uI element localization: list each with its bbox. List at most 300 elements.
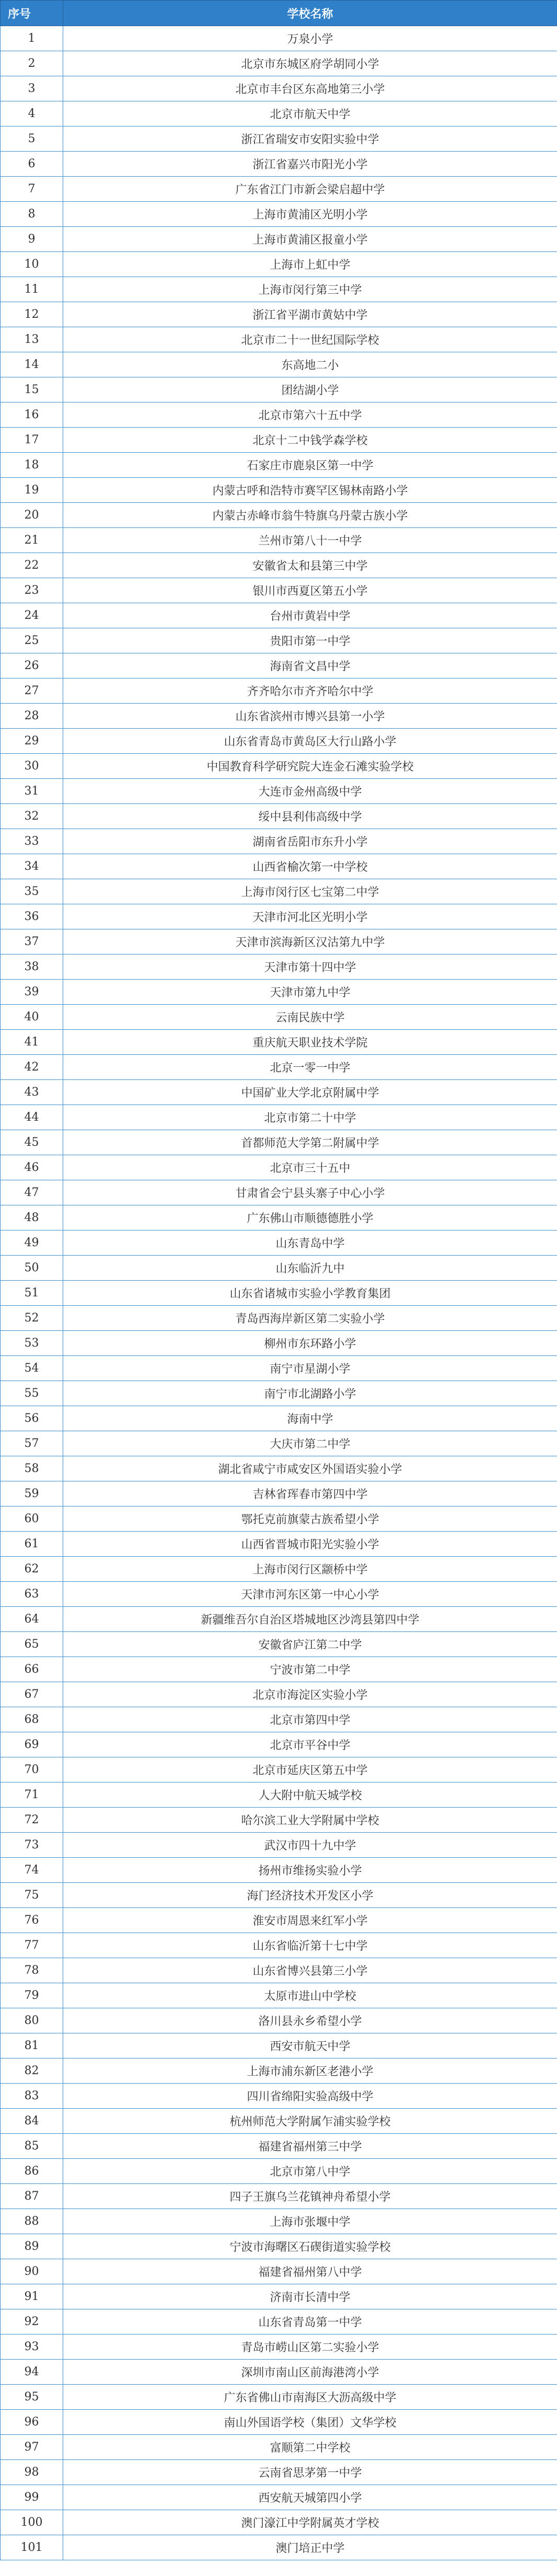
school-name-cell: 中国矿业大学北京附属中学	[63, 1080, 557, 1105]
table-row	[1, 352, 557, 377]
school-name-cell: 南宁市北湖路小学	[63, 1381, 557, 1406]
school-name-cell: 浙江省平湖市黄姑中学	[63, 302, 557, 327]
school-name-cell: 团结湖小学	[63, 377, 557, 402]
row-index-cell: 7	[1, 177, 63, 202]
table-row	[1, 26, 557, 51]
school-name-cell: 大庆市第二中学	[63, 1431, 557, 1456]
school-name-cell: 南山外国语学校（集团）文华学校	[63, 2410, 557, 2435]
table-row	[1, 704, 557, 729]
school-name-cell: 中国教育科学研究院大连金石滩实验学校	[63, 754, 557, 779]
school-name-cell: 北京市丰台区东高地第三小学	[63, 76, 557, 101]
table-row	[1, 1481, 557, 1506]
school-name-cell: 东高地二小	[63, 352, 557, 377]
school-name-cell: 扬州市维扬实验小学	[63, 1858, 557, 1883]
table-row	[1, 428, 557, 453]
row-index-cell: 70	[1, 1757, 63, 1782]
row-index-cell: 1	[1, 26, 63, 51]
school-name-cell: 天津市河东区第一中心小学	[63, 1582, 557, 1607]
table-row	[1, 2134, 557, 2159]
row-index-cell: 34	[1, 854, 63, 879]
school-name-cell: 安徽省庐江第二中学	[63, 1632, 557, 1657]
row-index-cell: 37	[1, 929, 63, 954]
row-index-cell: 80	[1, 2008, 63, 2033]
school-name-cell: 四川省绵阳实验高级中学	[63, 2084, 557, 2109]
table-row	[1, 1105, 557, 1130]
table-row	[1, 653, 557, 678]
school-name-cell: 万泉小学	[63, 26, 557, 51]
row-index-cell: 78	[1, 1958, 63, 1983]
row-index-cell: 27	[1, 678, 63, 704]
row-index-cell: 16	[1, 402, 63, 428]
row-index-cell: 101	[1, 2535, 63, 2560]
row-index-cell: 50	[1, 1256, 63, 1281]
school-name-cell: 青岛市崂山区第二实验小学	[63, 2334, 557, 2360]
row-index-cell: 22	[1, 553, 63, 578]
school-name-cell: 天津市河北区光明小学	[63, 904, 557, 929]
row-index-cell: 15	[1, 377, 63, 402]
table-row	[1, 779, 557, 804]
school-name-cell: 天津市第九中学	[63, 980, 557, 1005]
school-name-cell: 北京市航天中学	[63, 101, 557, 126]
table-row	[1, 528, 557, 553]
table-row	[1, 453, 557, 478]
school-name-cell: 广东省佛山市南海区大沥高级中学	[63, 2385, 557, 2410]
row-index-cell: 35	[1, 879, 63, 904]
table-row	[1, 603, 557, 628]
school-name-cell: 柳州市东环路小学	[63, 1331, 557, 1356]
table-row	[1, 1080, 557, 1105]
school-name-cell: 西安市航天中学	[63, 2033, 557, 2058]
table-row	[1, 177, 557, 202]
school-name-cell: 澳门培正中学	[63, 2535, 557, 2560]
school-name-cell: 浙江省嘉兴市阳光小学	[63, 152, 557, 177]
table-row	[1, 1582, 557, 1607]
row-index-cell: 64	[1, 1607, 63, 1632]
school-name-cell: 山东省诸城市实验小学教育集团	[63, 1281, 557, 1306]
row-index-cell: 93	[1, 2334, 63, 2360]
row-index-cell: 62	[1, 1557, 63, 1582]
school-name-cell: 广东省江门市新会梁启超中学	[63, 177, 557, 202]
table-row	[1, 2385, 557, 2410]
school-name-cell: 内蒙古赤峰市翁牛特旗乌丹蒙古族小学	[63, 503, 557, 528]
school-name-cell: 海门经济技术开发区小学	[63, 1883, 557, 1908]
table-row	[1, 1256, 557, 1281]
row-index-cell: 14	[1, 352, 63, 377]
school-name-cell: 贵阳市第一中学	[63, 628, 557, 653]
table-row	[1, 2008, 557, 2033]
table-row	[1, 1130, 557, 1155]
row-index-cell: 41	[1, 1030, 63, 1055]
table-row	[1, 1406, 557, 1431]
school-name-cell: 福建省福州第三中学	[63, 2134, 557, 2159]
row-index-cell: 36	[1, 904, 63, 929]
table-row	[1, 729, 557, 754]
school-name-cell: 内蒙古呼和浩特市赛罕区锡林南路小学	[63, 478, 557, 503]
school-name-cell: 云南省思茅第一中学	[63, 2460, 557, 2485]
row-index-cell: 44	[1, 1105, 63, 1130]
row-index-cell: 11	[1, 277, 63, 302]
table-row	[1, 2334, 557, 2360]
school-name-cell: 上海市闵行第三中学	[63, 277, 557, 302]
table-row	[1, 954, 557, 980]
school-name-cell: 福建省福州第八中学	[63, 2259, 557, 2284]
row-index-cell: 100	[1, 2510, 63, 2535]
row-index-cell: 72	[1, 1808, 63, 1833]
school-name-cell: 山东省滨州市博兴县第一小学	[63, 704, 557, 729]
table-row	[1, 1732, 557, 1757]
row-index-cell: 20	[1, 503, 63, 528]
school-name-cell: 山东省博兴县第三小学	[63, 1958, 557, 1983]
school-name-cell: 银川市西夏区第五小学	[63, 578, 557, 603]
table-row	[1, 1883, 557, 1908]
row-index-cell: 3	[1, 76, 63, 101]
table-row	[1, 1055, 557, 1080]
school-name-cell: 北京十二中钱学森学校	[63, 428, 557, 453]
table-row	[1, 76, 557, 101]
school-name-cell: 富顺第二中学校	[63, 2435, 557, 2460]
school-name-cell: 济南市长清中学	[63, 2284, 557, 2309]
table-row	[1, 277, 557, 302]
table-row	[1, 101, 557, 126]
table-row	[1, 377, 557, 402]
table-row	[1, 1908, 557, 1933]
table-row	[1, 2259, 557, 2284]
table-row	[1, 202, 557, 227]
row-index-cell: 74	[1, 1858, 63, 1883]
row-index-cell: 46	[1, 1155, 63, 1180]
row-index-cell: 66	[1, 1657, 63, 1682]
school-name-cell: 武汉市四十九中学	[63, 1833, 557, 1858]
school-name-cell: 上海市黄浦区光明小学	[63, 202, 557, 227]
row-index-cell: 69	[1, 1732, 63, 1757]
school-name-cell: 新疆维吾尔自治区塔城地区沙湾县第四中学	[63, 1607, 557, 1632]
table-row	[1, 1657, 557, 1682]
school-name-cell: 海南省文昌中学	[63, 653, 557, 678]
row-index-cell: 25	[1, 628, 63, 653]
school-name-cell: 兰州市第八十一中学	[63, 528, 557, 553]
school-name-cell: 吉林省珲春市第四中学	[63, 1481, 557, 1506]
row-index-cell: 39	[1, 980, 63, 1005]
table-row	[1, 327, 557, 352]
school-name-cell: 南宁市星湖小学	[63, 1356, 557, 1381]
table-row	[1, 1155, 557, 1180]
school-name-cell: 四子王旗乌兰花镇神舟希望小学	[63, 2184, 557, 2209]
table-row	[1, 1331, 557, 1356]
table-row	[1, 252, 557, 277]
table-row	[1, 1456, 557, 1481]
table-row	[1, 2084, 557, 2109]
school-name-cell: 太原市进山中学校	[63, 1983, 557, 2008]
row-index-cell: 86	[1, 2159, 63, 2184]
row-index-cell: 63	[1, 1582, 63, 1607]
row-index-cell: 92	[1, 2309, 63, 2334]
table-row	[1, 754, 557, 779]
row-index-cell: 65	[1, 1632, 63, 1657]
row-index-cell: 58	[1, 1456, 63, 1481]
school-name-cell: 山东省临沂第十七中学	[63, 1933, 557, 1958]
table-row	[1, 1782, 557, 1808]
row-index-cell: 90	[1, 2259, 63, 2284]
table-row	[1, 2209, 557, 2234]
row-index-cell: 5	[1, 126, 63, 152]
row-index-cell: 79	[1, 1983, 63, 2008]
row-index-cell: 91	[1, 2284, 63, 2309]
school-name-cell: 绥中县利伟高级中学	[63, 804, 557, 829]
row-index-cell: 59	[1, 1481, 63, 1506]
row-index-cell: 95	[1, 2385, 63, 2410]
row-index-cell: 38	[1, 954, 63, 980]
row-index-cell: 56	[1, 1406, 63, 1431]
school-name-cell: 海南中学	[63, 1406, 557, 1431]
school-name-cell: 洛川县永乡希望小学	[63, 2008, 557, 2033]
table-row	[1, 1632, 557, 1657]
row-index-cell: 53	[1, 1331, 63, 1356]
row-index-cell: 49	[1, 1230, 63, 1256]
row-index-cell: 33	[1, 829, 63, 854]
table-row	[1, 1180, 557, 1205]
table-row	[1, 1005, 557, 1030]
row-index-cell: 30	[1, 754, 63, 779]
school-name-cell: 上海市闵行区七宝第二中学	[63, 879, 557, 904]
table-body	[1, 26, 557, 2560]
table-row	[1, 2485, 557, 2510]
row-index-cell: 12	[1, 302, 63, 327]
table-row	[1, 553, 557, 578]
row-index-cell: 26	[1, 653, 63, 678]
table-row	[1, 302, 557, 327]
row-index-cell: 68	[1, 1707, 63, 1732]
row-index-cell: 61	[1, 1532, 63, 1557]
table-row	[1, 804, 557, 829]
row-index-cell: 45	[1, 1130, 63, 1155]
school-name-cell: 北京市第四中学	[63, 1707, 557, 1732]
row-index-cell: 40	[1, 1005, 63, 1030]
table-row	[1, 2184, 557, 2209]
table-row	[1, 1306, 557, 1331]
row-index-cell: 99	[1, 2485, 63, 2510]
table-row	[1, 1381, 557, 1406]
table-row	[1, 478, 557, 503]
row-index-cell: 10	[1, 252, 63, 277]
row-index-cell: 88	[1, 2209, 63, 2234]
row-index-cell: 31	[1, 779, 63, 804]
table-row	[1, 1607, 557, 1632]
table-row	[1, 2234, 557, 2259]
table-row	[1, 929, 557, 954]
table-row	[1, 2535, 557, 2560]
row-index-cell: 83	[1, 2084, 63, 2109]
row-index-cell: 97	[1, 2435, 63, 2460]
row-index-cell: 48	[1, 1205, 63, 1230]
table-row	[1, 503, 557, 528]
row-index-cell: 32	[1, 804, 63, 829]
school-name-cell: 上海市黄浦区报童小学	[63, 227, 557, 252]
table-row	[1, 1707, 557, 1732]
row-index-cell: 51	[1, 1281, 63, 1306]
school-name-cell: 北京市海淀区实验小学	[63, 1682, 557, 1707]
row-index-cell: 19	[1, 478, 63, 503]
row-index-cell: 28	[1, 704, 63, 729]
row-index-cell: 13	[1, 327, 63, 352]
row-index-cell: 42	[1, 1055, 63, 1080]
school-name-cell: 宁波市第二中学	[63, 1657, 557, 1682]
school-name-cell: 澳门濠江中学附属英才学校	[63, 2510, 557, 2535]
school-name-cell: 北京市平谷中学	[63, 1732, 557, 1757]
row-index-cell: 52	[1, 1306, 63, 1331]
table-row	[1, 2510, 557, 2535]
table-row	[1, 829, 557, 854]
school-name-cell: 北京市三十五中	[63, 1155, 557, 1180]
row-index-cell: 76	[1, 1908, 63, 1933]
row-index-cell: 55	[1, 1381, 63, 1406]
row-index-cell: 54	[1, 1356, 63, 1381]
row-index-cell: 73	[1, 1833, 63, 1858]
row-index-cell: 67	[1, 1682, 63, 1707]
table-row	[1, 1281, 557, 1306]
school-name-cell: 北京市第八中学	[63, 2159, 557, 2184]
table-row	[1, 51, 557, 76]
row-index-cell: 8	[1, 202, 63, 227]
school-name-cell: 山西省榆次第一中学校	[63, 854, 557, 879]
table-row	[1, 2309, 557, 2334]
row-index-cell: 43	[1, 1080, 63, 1105]
row-index-cell: 87	[1, 2184, 63, 2209]
table-row	[1, 2460, 557, 2485]
table-row	[1, 1958, 557, 1983]
table-row	[1, 1506, 557, 1532]
table-row	[1, 678, 557, 704]
school-name-cell: 深圳市南山区前海港湾小学	[63, 2360, 557, 2385]
table-row	[1, 152, 557, 177]
school-name-cell: 北京市第六十五中学	[63, 402, 557, 428]
table-row	[1, 1431, 557, 1456]
row-index-cell: 84	[1, 2109, 63, 2134]
row-index-cell: 4	[1, 101, 63, 126]
row-index-cell: 9	[1, 227, 63, 252]
row-index-cell: 57	[1, 1431, 63, 1456]
school-name-cell: 鄂托克前旗蒙古族希望小学	[63, 1506, 557, 1532]
school-name-cell: 人大附中航天城学校	[63, 1782, 557, 1808]
table-row	[1, 1356, 557, 1381]
school-name-cell: 天津市滨海新区汉沽第九中学	[63, 929, 557, 954]
row-index-cell: 75	[1, 1883, 63, 1908]
row-index-cell: 82	[1, 2058, 63, 2084]
school-name-cell: 上海市张堰中学	[63, 2209, 557, 2234]
school-name-cell: 西安航天城第四小学	[63, 2485, 557, 2510]
table-row	[1, 227, 557, 252]
school-name-cell: 淮安市周恩来红军小学	[63, 1908, 557, 1933]
table-row	[1, 2033, 557, 2058]
row-index-cell: 23	[1, 578, 63, 603]
table-row	[1, 126, 557, 152]
school-name-cell: 甘肃省会宁县头寨子中心小学	[63, 1180, 557, 1205]
table-row	[1, 2435, 557, 2460]
school-name-cell: 首都师范大学第二附属中学	[63, 1130, 557, 1155]
table-header-row	[1, 1, 557, 26]
school-name-cell: 哈尔滨工业大学附属中学校	[63, 1808, 557, 1833]
row-index-cell: 29	[1, 729, 63, 754]
table-row	[1, 578, 557, 603]
school-name-cell: 北京市第二十中学	[63, 1105, 557, 1130]
row-index-cell: 81	[1, 2033, 63, 2058]
column-header-index: 序号	[1, 1, 63, 26]
table-row	[1, 402, 557, 428]
school-name-cell: 北京一零一中学	[63, 1055, 557, 1080]
school-name-cell: 山东青岛中学	[63, 1230, 557, 1256]
row-index-cell: 47	[1, 1180, 63, 1205]
school-name-cell: 天津市第十四中学	[63, 954, 557, 980]
table-row	[1, 628, 557, 653]
row-index-cell: 60	[1, 1506, 63, 1532]
table-row	[1, 1757, 557, 1782]
row-index-cell: 71	[1, 1782, 63, 1808]
school-name-cell: 宁波市海曙区石碶街道实验学校	[63, 2234, 557, 2259]
school-name-cell: 山东省青岛市黄岛区大行山路小学	[63, 729, 557, 754]
school-name-cell: 山东临沂九中	[63, 1256, 557, 1281]
row-index-cell: 85	[1, 2134, 63, 2159]
school-name-cell: 上海市上虹中学	[63, 252, 557, 277]
school-name-cell: 浙江省瑞安市安阳实验中学	[63, 126, 557, 152]
table-row	[1, 1858, 557, 1883]
table-row	[1, 879, 557, 904]
row-index-cell: 2	[1, 51, 63, 76]
table-row	[1, 2410, 557, 2435]
row-index-cell: 17	[1, 428, 63, 453]
school-name-cell: 湖北省咸宁市咸安区外国语实验小学	[63, 1456, 557, 1481]
row-index-cell: 89	[1, 2234, 63, 2259]
row-index-cell: 6	[1, 152, 63, 177]
row-index-cell: 96	[1, 2410, 63, 2435]
school-name-cell: 山西省晋城市阳光实验小学	[63, 1532, 557, 1557]
row-index-cell: 94	[1, 2360, 63, 2385]
school-name-cell: 安徽省太和县第三中学	[63, 553, 557, 578]
row-index-cell: 18	[1, 453, 63, 478]
school-name-cell: 台州市黄岩中学	[63, 603, 557, 628]
school-name-cell: 北京市二十一世纪国际学校	[63, 327, 557, 352]
school-name-cell: 上海市浦东新区老港小学	[63, 2058, 557, 2084]
school-name-cell: 杭州师范大学附属乍浦实验学校	[63, 2109, 557, 2134]
table-row	[1, 1557, 557, 1582]
school-name-cell: 上海市闵行区颛桥中学	[63, 1557, 557, 1582]
school-name-cell: 北京市延庆区第五中学	[63, 1757, 557, 1782]
table-row	[1, 1933, 557, 1958]
table-row	[1, 1808, 557, 1833]
table-row	[1, 904, 557, 929]
table-row	[1, 2360, 557, 2385]
school-name-cell: 青岛西海岸新区第二实验小学	[63, 1306, 557, 1331]
table-row	[1, 980, 557, 1005]
row-index-cell: 24	[1, 603, 63, 628]
school-name-cell: 云南民族中学	[63, 1005, 557, 1030]
table-row	[1, 1205, 557, 1230]
table-row	[1, 1833, 557, 1858]
table-row	[1, 1532, 557, 1557]
row-index-cell: 21	[1, 528, 63, 553]
school-name-cell: 湖南省岳阳市东升小学	[63, 829, 557, 854]
column-header-school-name: 学校名称	[63, 1, 557, 26]
school-name-cell: 大连市金州高级中学	[63, 779, 557, 804]
table-row	[1, 1230, 557, 1256]
table-row	[1, 2109, 557, 2134]
school-name-cell: 齐齐哈尔市齐齐哈尔中学	[63, 678, 557, 704]
school-name-cell: 广东佛山市顺德德胜小学	[63, 1205, 557, 1230]
school-name-cell: 石家庄市鹿泉区第一中学	[63, 453, 557, 478]
school-name-cell: 重庆航天职业技术学院	[63, 1030, 557, 1055]
school-name-cell: 北京市东城区府学胡同小学	[63, 51, 557, 76]
table-row	[1, 2284, 557, 2309]
table-row	[1, 1983, 557, 2008]
table-row	[1, 1030, 557, 1055]
